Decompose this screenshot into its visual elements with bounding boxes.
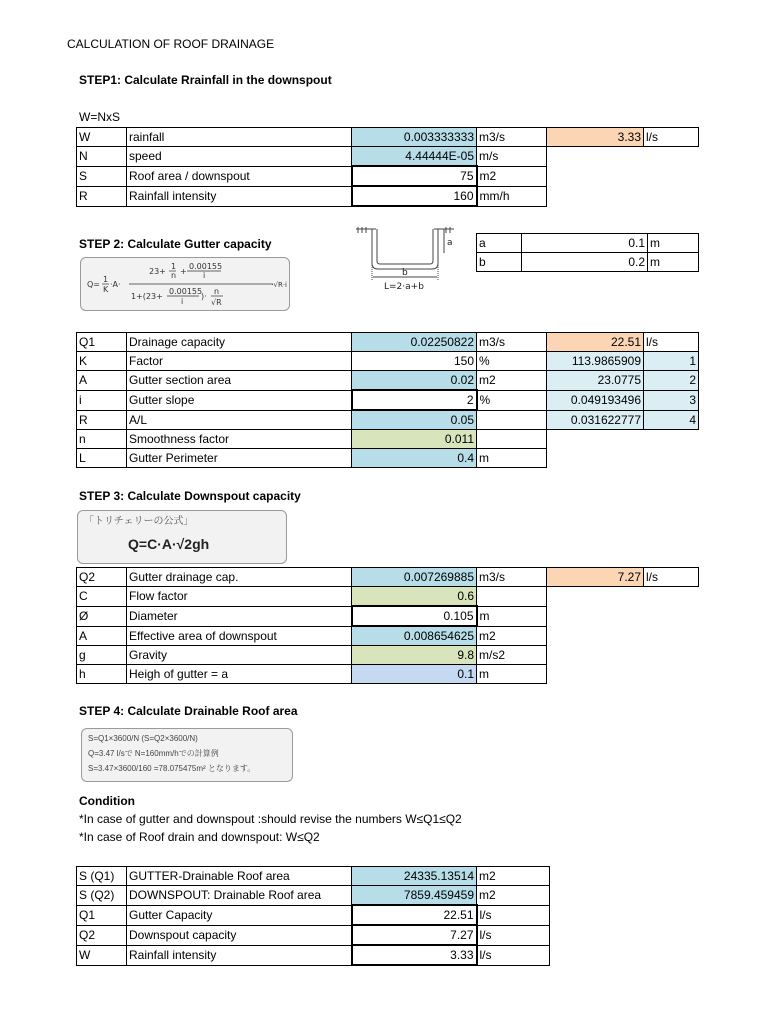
step2-heading: STEP 2: Calculate Gutter capacity [79,237,272,251]
table-row [77,166,699,186]
intermediate-cell[interactable]: 0.049193496 [547,390,644,410]
step2-table [76,332,699,468]
formula-one-n: 1 [171,262,177,271]
gutter-diagram [350,225,462,291]
torricelli-formula-image [77,510,287,564]
unit2-cell[interactable]: l/s [644,568,699,587]
value-cell[interactable]: 75 [352,166,477,186]
value-cell[interactable]: 150 [352,352,477,371]
table-row [77,905,550,925]
formula-plus: + [180,267,187,276]
symbol-cell[interactable]: C [77,587,127,607]
value-cell[interactable]: 0.007269885 [352,568,477,587]
description-cell[interactable]: Gutter section area [127,371,352,391]
formula-k: K [103,285,109,294]
step1-table [76,127,699,207]
value-cell[interactable]: 0.6 [352,587,477,607]
formula-close: )· [201,292,207,301]
diagram-label-l: L=2·a+b [384,282,424,291]
table-row [77,430,699,449]
symbol-cell[interactable]: R [77,410,127,430]
value-cell[interactable]: 0.105 [352,606,477,626]
description-cell[interactable]: Gutter slope [127,390,352,410]
table-row [77,886,550,906]
gutter-formula-image [80,257,290,311]
unit-cell[interactable]: m2 [477,371,547,391]
symbol-cell[interactable]: L [77,449,127,468]
unit-cell[interactable]: m/s2 [477,646,547,665]
description-cell[interactable]: Effective area of downspout [127,626,352,646]
symbol-cell[interactable]: Q1 [77,333,127,352]
condition-title: Condition [79,794,135,808]
value-cell[interactable]: 0.011 [352,430,477,449]
formula-i: i [203,271,206,280]
unit-cell[interactable]: m2 [477,886,550,906]
description-cell[interactable]: GUTTER-Drainable Roof area [127,867,352,886]
symbol-cell[interactable]: W [77,945,127,965]
formula-n2: n [214,287,220,296]
condition-1: *In case of gutter and downspout :should revise the numbers W≤Q1≤Q2 [79,812,462,826]
value-cell[interactable]: 3.33 [352,945,477,965]
formula-c: 0.00155 [189,262,223,271]
roof-area-formula-image [81,728,293,782]
unit-cell[interactable]: m [648,253,699,272]
symbol-cell[interactable]: K [77,352,127,371]
formula-caption: 「トリチェリーの公式」 [84,516,194,527]
diagram-label-a: a [447,238,453,248]
formula-one: 1 [103,275,109,284]
description-cell[interactable]: Flow factor [127,587,352,607]
description-cell[interactable]: A/L [127,410,352,430]
step1-formula: W=NxS [79,110,121,124]
unit-cell[interactable]: m [477,665,547,684]
value2-cell[interactable]: 22.51 [547,333,644,352]
symbol-cell[interactable]: A [77,626,127,646]
unit-cell[interactable]: m/s [477,147,547,167]
value-cell[interactable]: 0.008654625 [352,626,477,646]
unit-cell[interactable]: l/s [477,925,550,945]
unit-cell[interactable] [477,410,547,430]
symbol-cell[interactable]: Q1 [77,905,127,925]
description-cell[interactable]: Gutter drainage cap. [127,568,352,587]
value-cell[interactable]: 7859.459459 [352,886,477,906]
table-row [77,371,699,391]
symbol-cell[interactable]: b [477,253,522,272]
step3-heading: STEP 3: Calculate Downspout capacity [79,489,301,503]
value-cell[interactable]: 4.44444E-05 [352,147,477,167]
value-cell[interactable]: 0.4 [352,449,477,468]
value-cell[interactable]: 0.003333333 [352,128,477,147]
description-cell[interactable]: Rainfall intensity [127,945,352,965]
description-cell[interactable]: Gutter Perimeter [127,449,352,468]
table-row [77,945,550,965]
value-cell[interactable]: 9.8 [352,646,477,665]
formula-den: 1+(23+ [131,292,163,301]
table-row [77,352,699,371]
symbol-cell[interactable]: W [77,128,127,147]
unit2-cell[interactable]: l/s [644,333,699,352]
value-cell[interactable]: 2 [352,390,477,410]
formula-tail: ·√R·i [271,281,287,289]
unit-cell[interactable] [477,430,547,449]
intermediate-cell[interactable]: 23.0775 [547,371,644,391]
formula-sqrt-r: √R [211,298,222,307]
table-row [77,867,550,886]
condition-2: *In case of Roof drain and downspout: W≤Q2 [79,830,320,844]
formula-text: Q=C·A·√2gh [128,536,210,552]
unit-cell[interactable]: m3/s [477,568,547,587]
step1-heading: STEP1: Calculate Rrainfall in the downspout [79,73,332,87]
unit-cell[interactable]: m3/s [477,333,547,352]
unit-cell[interactable]: m2 [477,867,550,886]
index-cell[interactable]: 2 [644,371,699,391]
value-cell[interactable]: 24335.13514 [352,867,477,886]
value-cell[interactable]: 22.51 [352,905,477,925]
value-cell[interactable]: 0.02 [352,371,477,391]
value-cell[interactable]: 160 [352,186,477,206]
index-cell[interactable]: 1 [644,352,699,371]
step4-table [76,866,550,966]
description-cell[interactable]: Downspout capacity [127,925,352,945]
table-row [77,587,699,607]
formula-num: 23+ [149,267,166,276]
symbol-cell[interactable]: h [77,665,127,684]
table-row [77,410,699,430]
unit-cell[interactable]: m2 [477,166,547,186]
description-cell[interactable]: speed [127,147,352,167]
table-row [77,147,699,167]
description-cell[interactable]: Gravity [127,646,352,665]
table-row [77,186,699,206]
table-row [77,665,699,684]
unit2-cell[interactable]: l/s [644,128,699,147]
symbol-cell[interactable]: N [77,147,127,167]
description-cell[interactable]: Roof area / downspout [127,166,352,186]
formula-a: ·A· [110,280,121,289]
table-row [77,128,699,147]
unit-cell[interactable]: l/s [477,945,550,965]
value-cell[interactable]: 0.02250822 [352,333,477,352]
formula-n: n [171,271,177,280]
index-cell[interactable]: 3 [644,390,699,410]
unit-cell[interactable]: m [477,606,547,626]
gutter-dims-table [476,233,699,272]
page-title: CALCULATION OF ROOF DRAINAGE [67,37,275,51]
formula-i2: i [181,297,184,306]
symbol-cell[interactable]: i [77,390,127,410]
formula-line-2: Q=3.47 l/sで N=160mm/hでの計算例 [88,749,219,758]
value-cell[interactable]: 0.2 [522,253,648,272]
symbol-cell[interactable]: S (Q1) [77,867,127,886]
unit-cell[interactable] [477,587,547,607]
unit-cell[interactable]: % [477,352,547,371]
table-row [77,568,699,587]
table-row [77,333,699,352]
description-cell[interactable]: Drainage capacity [127,333,352,352]
description-cell[interactable]: Factor [127,352,352,371]
step4-heading: STEP 4: Calculate Drainable Roof area [79,704,298,718]
unit-cell[interactable]: m3/s [477,128,547,147]
formula-line-1: S=Q1×3600/N (S=Q2×3600/N) [88,734,198,743]
value-cell[interactable]: 7.27 [352,925,477,945]
description-cell[interactable]: Heigh of gutter = a [127,665,352,684]
unit-cell[interactable]: m [477,449,547,468]
value-cell[interactable]: 0.1 [352,665,477,684]
symbol-cell[interactable]: Ø [77,606,127,626]
diagram-label-b: b [402,268,408,278]
value2-cell[interactable]: 3.33 [547,128,644,147]
table-row [477,234,699,253]
table-row [77,449,699,468]
symbol-cell[interactable]: A [77,371,127,391]
formula-q: Q= [87,280,100,289]
description-cell[interactable]: Diameter [127,606,352,626]
step3-table [76,567,699,684]
table-row [77,390,699,410]
description-cell[interactable]: DOWNSPOUT: Drainable Roof area [127,886,352,906]
unit-cell[interactable]: l/s [477,905,550,925]
unit-cell[interactable]: m [648,234,699,253]
symbol-cell[interactable]: n [77,430,127,449]
unit-cell[interactable]: % [477,390,547,410]
symbol-cell[interactable]: Q2 [77,568,127,587]
description-cell[interactable]: Gutter Capacity [127,905,352,925]
symbol-cell[interactable]: R [77,186,127,206]
table-row [77,925,550,945]
value-cell[interactable]: 0.05 [352,410,477,430]
value-cell[interactable]: 0.1 [522,234,648,253]
gutter-formula-svg [81,258,289,310]
description-cell[interactable]: rainfall [127,128,352,147]
value2-cell[interactable]: 7.27 [547,568,644,587]
table-row [77,606,699,626]
unit-cell[interactable]: m2 [477,626,547,646]
symbol-cell[interactable]: a [477,234,522,253]
index-cell[interactable]: 4 [644,410,699,430]
symbol-cell[interactable]: S (Q2) [77,886,127,906]
symbol-cell[interactable]: g [77,646,127,665]
intermediate-cell[interactable]: 0.031622777 [547,410,644,430]
formula-c2: 0.00155 [169,287,203,296]
table-row [77,626,699,646]
symbol-cell[interactable]: Q2 [77,925,127,945]
table-row [77,646,699,665]
unit-cell[interactable]: mm/h [477,186,547,206]
description-cell[interactable]: Smoothness factor [127,430,352,449]
intermediate-cell[interactable]: 113.9865909 [547,352,644,371]
description-cell[interactable]: Rainfall intensity [127,186,352,206]
symbol-cell[interactable]: S [77,166,127,186]
formula-line-3: S=3.47×3600/160 =78.075475m² となります。 [88,764,256,773]
table-row [477,253,699,272]
